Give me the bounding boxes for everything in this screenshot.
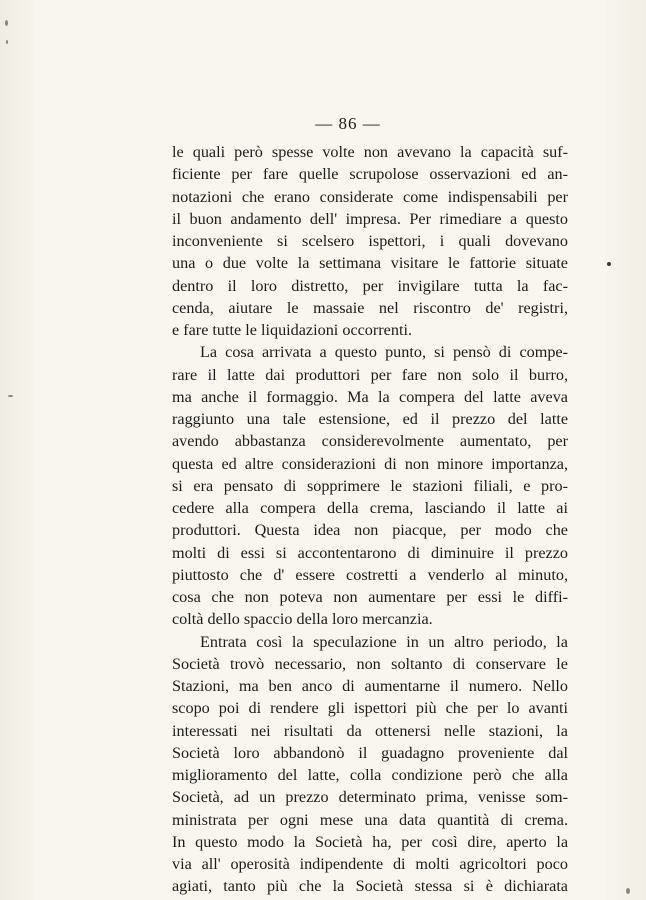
text-line: interessati nei risultati da ottenersi nelle stazioni, la: [172, 721, 568, 740]
text-line: piuttosto che d' essere costretti a venderlo al minuto,: [172, 565, 568, 584]
margin-speck: [626, 888, 630, 894]
margin-speck: [5, 20, 8, 26]
text-line: cedere alla compera della crema, lasciando il latte ai: [172, 499, 568, 517]
text-line: Società, ad un prezzo determinato prima, venisse som-: [172, 788, 568, 807]
text-line: ministrata per ogni mese una data quantità di crema.: [172, 810, 568, 829]
text-line: dentro il loro distretto, per invigilare tutta la fac-: [172, 276, 568, 295]
page-number: — 86 —: [315, 114, 381, 133]
text-line: e fare tutte le liquidazioni occorrenti.: [172, 321, 413, 339]
text-line: avendo abbastanza considerevolmente aumentato, per: [172, 432, 568, 451]
text-line: una o due volte la settimana visitare le fattorie situate: [172, 254, 568, 273]
text-line: le quali però spesse volte non avevano la capacità suf-: [172, 143, 568, 161]
text-line: ma anche il formaggio. Ma la compera del latte aveva: [172, 387, 568, 406]
text-line: Stazioni, ma ben anco di aumentarne il numero. Nello: [172, 677, 568, 695]
margin-speck: [8, 395, 13, 397]
text-line: ficiente per fare quelle scrupolose osservazioni ed an-: [172, 165, 568, 184]
text-line: coltà dello spaccio della loro mercanzia.: [172, 610, 433, 629]
text-line: scopo poi di rendere gli ispettori più che per lo avanti: [172, 699, 568, 718]
body-text: [172, 141, 568, 898]
text-line: questa ed altre considerazioni di non minore importanza,: [172, 454, 568, 473]
text-line: In questo modo la Società ha, per così dire, aperto la: [172, 832, 568, 851]
text-line: rare il latte dai produttori per fare non solo il burro,: [172, 365, 568, 384]
text-line: inconveniente si scelsero ispettori, i quali dovevano: [172, 232, 568, 250]
paragraph-first-line: La cosa arrivata a questo punto, si pensò di compe-: [200, 343, 568, 362]
text-line: cenda, aiutare le massaie nel riscontro de' registri,: [172, 298, 568, 317]
text-line: raggiunto una tale estensione, ed il prezzo del latte: [172, 410, 568, 428]
text-line: molti di essi si accontentarono di diminuire il prezzo: [172, 543, 568, 562]
text-line: miglioramento del latte, colla condizione però che alla: [172, 766, 568, 784]
text-line: il buon andamento dell' impresa. Per rimediare a questo: [172, 209, 568, 228]
margin-speck: [607, 262, 611, 266]
text-line: cosa che non poteva non aumentare per essi le diffi-: [172, 588, 568, 606]
text-line: si era pensato di sopprimere le stazioni filiali, e pro-: [172, 476, 568, 495]
text-line: agiati, tanto più che la Società stessa si è dichiarata: [172, 877, 568, 896]
text-line: produttori. Questa idea non piacque, per modo che: [172, 521, 568, 540]
paragraph-first-line: Entrata così la speculazione in un altro periodo, la: [200, 632, 568, 651]
text-line: notazioni che erano considerate come indispensabili per: [172, 187, 568, 206]
text-line: Società loro abbandonò il guadagno proveniente dal: [172, 743, 568, 762]
margin-speck: [6, 40, 8, 44]
text-line: via all' operosità indipendente di molti agricoltori poco: [172, 855, 568, 873]
text-line: Società trovò necessario, non soltanto di conservare le: [172, 654, 568, 673]
